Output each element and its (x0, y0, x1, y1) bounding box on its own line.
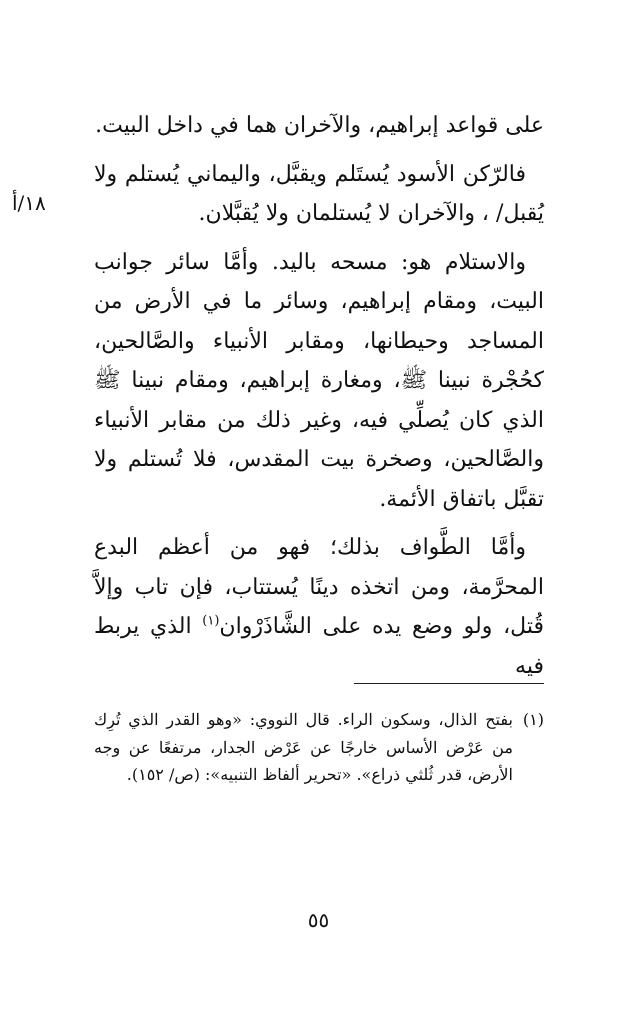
paragraph-4-text: وأمَّا الطَّواف بذلك؛ فهو من أعظم البدع المحرَّمة، ومن اتخذه دينًا يُستتاب، فإن تاب وإلاَّ قُتل، ولو وضع يده على الشَّاذَرْوان (94, 535, 544, 639)
footnote-text: بفتح الذال، وسكون الراء. قال النووي: «وهو القدر الذي تُرِك من عَرْض الأساس خارجًا عن عَرْض الجدار، مرتفعًا عن وجه الأرض، قدر ثُلثي ذراع». «تحرير ألفاظ التنبيه»: (ص/ ١٥٢). (94, 710, 513, 784)
paragraph-3: والاستلام هو: مسحه باليد. وأمَّا سائر جوانب البيت، ومقام إبراهيم، وسائر ما في الأرض من المساجد وحيطانها، ومقابر الأنبياء والصَّالحين، كحُجْرة نبينا ﷺ، ومغارة إبراهيم، ومقام نبينا ﷺ الذي كان يُصلِّي فيه، وغير ذلك من مقابر الأنبياء والصَّالحين، وصخرة بيت المقدس، فلا تُستلم ولا تقبَّل باتفاق الأئمة. (94, 249, 544, 512)
footnote-number: (١) (522, 710, 544, 729)
footnote-mark: (١) (202, 613, 220, 629)
footnote (94, 706, 544, 789)
footnote-divider (354, 683, 544, 684)
paragraph-1: على قواعد إبراهيم، والآخران هما في داخل البيت. (95, 113, 544, 138)
main-text (94, 106, 544, 686)
manuscript-folio-reference: ١٨/أ (12, 191, 46, 215)
paragraph-4-continuation: الذي يربط فيه (94, 614, 544, 679)
page-number: ٥٥ (307, 908, 330, 932)
paragraph-4 (94, 528, 544, 686)
paragraph-2: فالرّكن الأسود يُستَلم ويقبَّل، واليماني يُستلم ولا يُقبل/ ، والآخران لا يُستلمان ولا يُقبَّلان. (94, 161, 544, 226)
